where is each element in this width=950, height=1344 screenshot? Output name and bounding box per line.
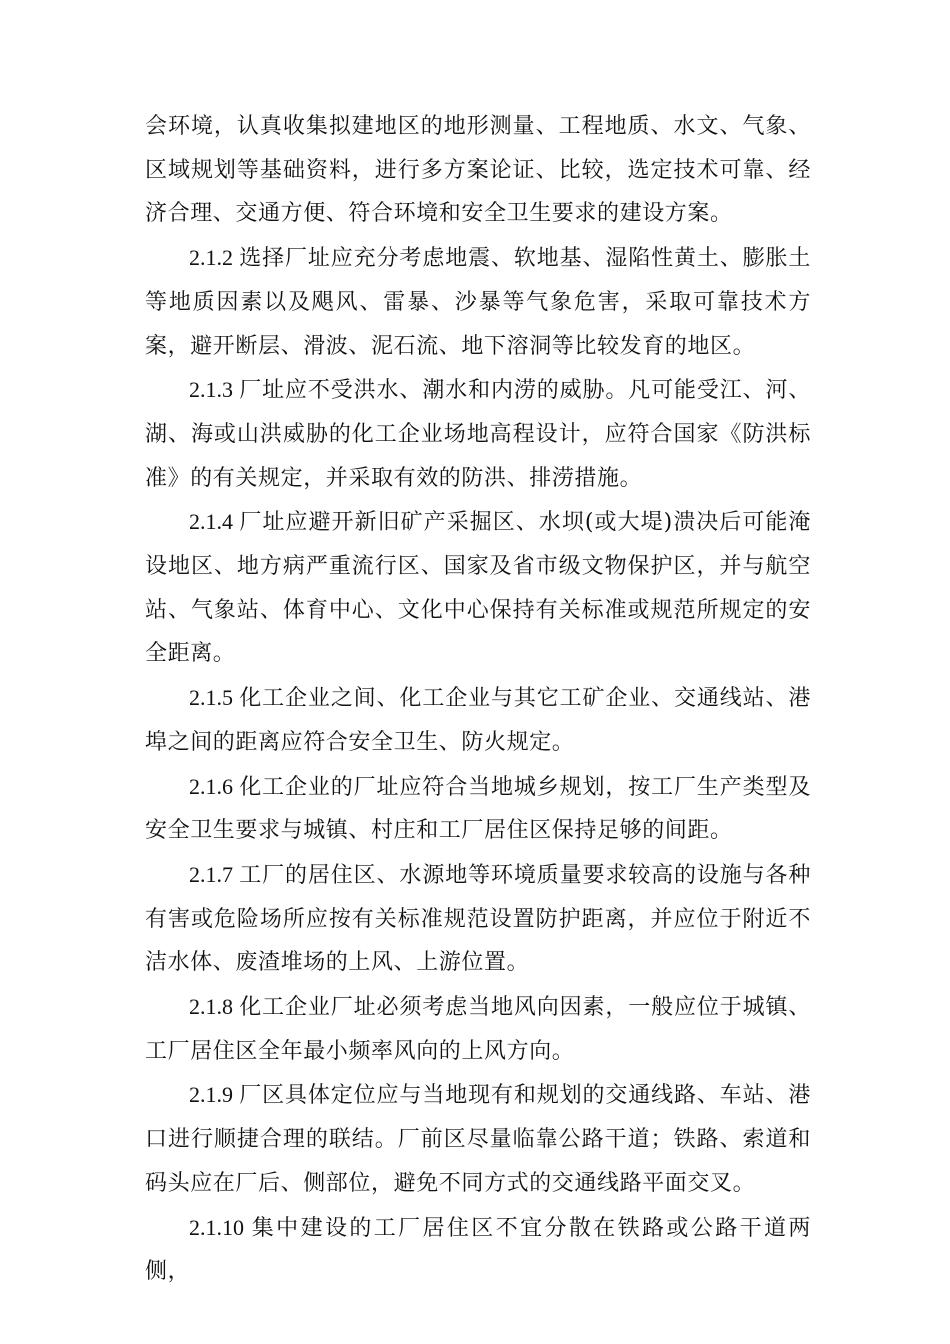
section-number: 2.1.9 — [189, 1082, 233, 1108]
paragraph-continuation — [145, 105, 811, 236]
document-body — [145, 105, 811, 1294]
paragraph-2-1-2 — [145, 236, 811, 368]
paragraph-text: 厂址应避开新旧矿产采掘区、水坝(或大堤)溃决后可能淹设地区、地方病严重流行区、国家及省市级文物保护区，并与航空站、气象站、体育中心、文化中心保持有关标准或规范所规定的安全距离。 — [145, 510, 811, 667]
paragraph-2-1-9 — [145, 1073, 811, 1205]
paragraph-text: 会环境，认真收集拟建地区的地形测量、工程地质、水文、气象、区域规划等基础资料，进行多方案论证、比较，选定技术可靠、经济合理、交通方便、符合环境和安全卫生要求的建设方案。 — [145, 114, 811, 227]
paragraph-text: 选择厂址应充分考虑地震、软地基、湿陷性黄土、膨胀土等地质因素以及飓风、雷暴、沙暴等气象危害，采取可靠技术方案，避开断层、滑波、泥石流、地下溶洞等比较发育的地区。 — [145, 246, 811, 359]
section-number: 2.1.6 — [189, 773, 233, 799]
paragraph-text: 工厂的居住区、水源地等环境质量要求较高的设施与各种有害或危险场所应按有关标准规范设置防护距离，并应位于附近不洁水体、废渣堆场的上风、上游位置。 — [145, 862, 811, 976]
section-number: 2.1.10 — [189, 1214, 244, 1240]
paragraph-text: 化工企业的厂址应符合当地城乡规划，按工厂生产类型及安全卫生要求与城镇、村庄和工厂居住区保持足够的间距。 — [145, 774, 811, 844]
section-number: 2.1.3 — [189, 377, 233, 403]
section-number: 2.1.4 — [189, 509, 233, 535]
paragraph-text: 集中建设的工厂居住区不宜分散在铁路或公路干道两侧， — [145, 1215, 811, 1285]
paragraph-2-1-5 — [145, 676, 811, 764]
paragraph-2-1-7 — [145, 853, 811, 985]
paragraph-2-1-8 — [145, 985, 811, 1073]
paragraph-text: 厂址应不受洪水、潮水和内涝的威胁。凡可能受江、河、湖、海或山洪威胁的化工企业场地高程设计，应符合国家《防洪标准》的有关规定，并采取有效的防洪、排涝措施。 — [145, 378, 811, 491]
paragraph-text: 化工企业厂址必须考虑当地风向因素，一般应位于城镇、工厂居住区全年最小频率风向的上风方向。 — [145, 995, 811, 1064]
section-number: 2.1.7 — [189, 861, 233, 887]
paragraph-2-1-3 — [145, 368, 811, 500]
paragraph-text: 化工企业之间、化工企业与其它工矿企业、交通线站、港埠之间的距离应符合安全卫生、防火规定。 — [145, 686, 811, 755]
paragraph-2-1-10 — [145, 1206, 811, 1294]
paragraph-text: 厂区具体定位应与当地现有和规划的交通线路、车站、港口进行顺捷合理的联结。厂前区尽量临靠公路干道；铁路、索道和码头应在厂后、侧部位，避免不同方式的交通线路平面交叉。 — [145, 1083, 811, 1196]
paragraph-2-1-6 — [145, 765, 811, 853]
section-number: 2.1.2 — [189, 245, 233, 271]
paragraph-2-1-4 — [145, 500, 811, 676]
section-number: 2.1.5 — [189, 685, 233, 711]
section-number: 2.1.8 — [189, 994, 233, 1020]
